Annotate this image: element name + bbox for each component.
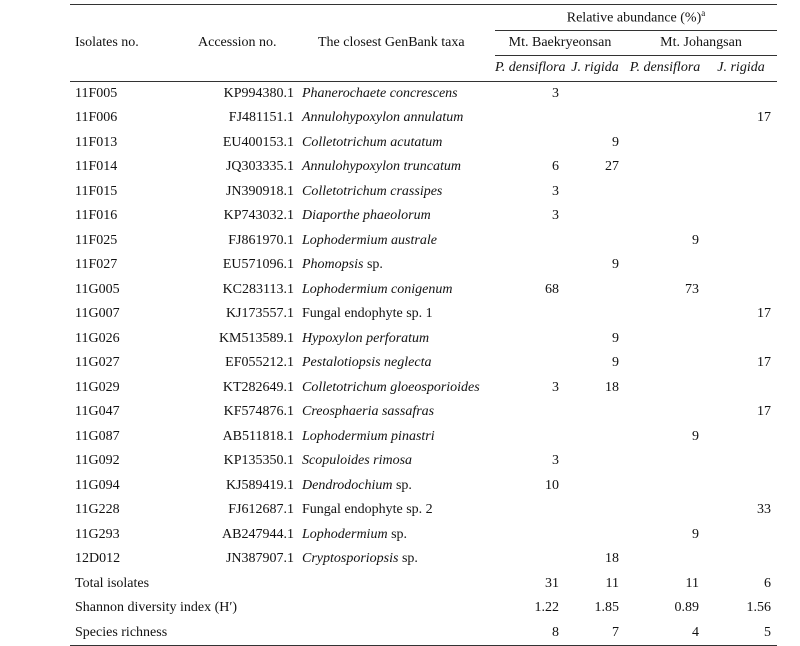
accession-cell: KT282649.1 <box>222 379 294 395</box>
joh-pd-cell <box>625 351 705 376</box>
baek-jr-cell <box>565 229 625 254</box>
joh-pd-cell: 73 <box>685 281 699 297</box>
joh-jr-cell <box>705 449 777 474</box>
baek-pd-cell <box>495 547 565 572</box>
taxa-cell: Colletotrichum acutatum <box>302 134 443 150</box>
baek-pd-cell: 3 <box>552 453 559 469</box>
baek-pd-cell <box>495 400 565 425</box>
baek-pd-cell <box>495 351 565 376</box>
accession-cell: EU400153.1 <box>222 134 294 150</box>
taxa-genus: Dendrodochium <box>302 477 393 493</box>
joh-pd-cell <box>625 155 705 180</box>
table-row <box>70 106 777 131</box>
isolate-cell: 11F016 <box>75 208 118 224</box>
table-row <box>70 229 777 254</box>
joh-jr-cell <box>705 327 777 352</box>
summary-label: Total isolates <box>75 575 150 591</box>
joh-pd-cell <box>625 547 705 572</box>
summary-label: Shannon diversity index (H′) <box>75 600 238 616</box>
taxa-genus: Lophodermium <box>302 526 388 542</box>
taxa-cell: Annulohypoxylon annulatum <box>302 110 464 126</box>
taxa-genus: Phomopsis <box>302 257 364 273</box>
host-heading-4: J. rigida <box>705 56 777 82</box>
joh-pd-cell <box>625 327 705 352</box>
baek-pd-cell: 3 <box>552 85 559 101</box>
isolate-cell: 11G228 <box>75 502 120 518</box>
joh-pd-cell <box>625 106 705 131</box>
accession-cell: KM513589.1 <box>218 330 294 346</box>
baek-pd-cell <box>495 106 565 131</box>
isolate-cell: 11G293 <box>75 526 120 542</box>
joh-jr-cell: 17 <box>757 110 771 126</box>
joh-jr-cell <box>705 131 777 156</box>
joh-jr-cell <box>705 180 777 205</box>
baek-pd-cell: 8 <box>495 621 565 646</box>
header-row-top <box>70 5 777 31</box>
host-heading-2: J. rigida <box>565 56 625 82</box>
baek-jr-cell: 11 <box>605 575 619 591</box>
baek-pd-cell <box>495 229 565 254</box>
taxa-cell <box>298 474 495 499</box>
isolate-cell: 11F025 <box>75 232 118 248</box>
abundance-table-container <box>70 4 777 646</box>
joh-jr-cell: 1.56 <box>746 600 771 616</box>
isolate-cell: 11G087 <box>75 428 120 444</box>
baek-pd-cell: 6 <box>552 159 559 175</box>
joh-pd-cell <box>625 400 705 425</box>
joh-jr-cell <box>705 523 777 548</box>
taxa-cell: Lophodermium pinastri <box>302 428 435 444</box>
baek-pd-cell: 3 <box>552 379 559 395</box>
joh-jr-cell <box>705 204 777 229</box>
isolate-cell: 11F006 <box>75 110 118 126</box>
taxa-suffix: sp. <box>392 477 412 493</box>
taxa-cell: Fungal endophyte sp. 1 <box>302 306 433 322</box>
table-row <box>70 81 777 106</box>
joh-pd-cell: 4 <box>625 621 705 646</box>
joh-jr-cell <box>705 547 777 572</box>
baek-jr-cell <box>565 474 625 499</box>
summary-row <box>70 621 777 646</box>
taxa-suffix: sp. <box>398 551 418 567</box>
taxa-cell: Hypoxylon perforatum <box>302 330 430 346</box>
taxa-cell: Annulohypoxylon truncatum <box>302 159 462 175</box>
table-body <box>70 81 777 646</box>
host-heading-3: P. densiflora <box>625 56 705 82</box>
baek-pd-cell <box>495 253 565 278</box>
accession-cell: KJ173557.1 <box>225 306 294 322</box>
isolate-cell: 11F027 <box>75 257 118 273</box>
joh-pd-cell <box>625 81 705 106</box>
baek-pd-cell <box>495 523 565 548</box>
baek-pd-cell: 31 <box>545 575 559 591</box>
table-row <box>70 474 777 499</box>
baek-jr-cell: 1.85 <box>594 600 619 616</box>
baek-pd-cell <box>495 131 565 156</box>
joh-jr-cell: 6 <box>764 575 771 591</box>
taxa-cell: Colletotrichum crassipes <box>302 183 443 199</box>
baek-jr-cell <box>565 449 625 474</box>
accession-cell: FJ481151.1 <box>228 110 294 126</box>
baek-pd-cell <box>495 302 565 327</box>
joh-jr-cell: 17 <box>757 404 771 420</box>
baek-pd-cell: 10 <box>545 477 559 493</box>
joh-pd-cell: 9 <box>692 526 699 542</box>
taxa-cell: Colletotrichum gloeosporioides <box>302 379 480 395</box>
joh-pd-cell <box>625 376 705 401</box>
baek-jr-cell: 18 <box>605 379 619 395</box>
baek-jr-cell: 9 <box>612 257 619 273</box>
baek-jr-cell: 9 <box>612 355 619 371</box>
taxa-cell: Lophodermium australe <box>302 232 437 248</box>
joh-jr-cell: 33 <box>757 502 771 518</box>
relative-abundance-label: Relative abundance (%) <box>566 10 702 26</box>
summary-row <box>70 572 777 597</box>
table-row <box>70 278 777 303</box>
accession-cell: KJ589419.1 <box>225 477 294 493</box>
accession-cell: AB247944.1 <box>222 526 294 542</box>
footnote-marker: a <box>701 7 706 18</box>
isolates-no-heading: Isolates no. <box>75 34 139 50</box>
baek-pd-cell <box>495 327 565 352</box>
summary-label: Species richness <box>70 621 495 646</box>
summary-row <box>70 596 777 621</box>
joh-pd-cell: 0.89 <box>674 600 699 616</box>
table-row <box>70 351 777 376</box>
accession-cell: EU571096.1 <box>222 257 294 273</box>
accession-cell: KP994380.1 <box>223 85 294 101</box>
joh-jr-cell <box>705 81 777 106</box>
baek-jr-cell <box>565 204 625 229</box>
baek-jr-cell <box>565 498 625 523</box>
baek-jr-cell: 7 <box>565 621 625 646</box>
isolate-cell: 11G027 <box>75 355 120 371</box>
accession-cell: JN387907.1 <box>225 551 294 567</box>
taxa-cell: Fungal endophyte sp. 2 <box>302 502 433 518</box>
joh-jr-cell <box>705 278 777 303</box>
site1-heading: Mt. Baekryeonsan <box>495 30 625 56</box>
baek-jr-cell <box>565 400 625 425</box>
joh-pd-cell: 9 <box>692 232 699 248</box>
accession-no-heading: Accession no. <box>198 34 277 50</box>
relative-abundance-table <box>70 4 777 646</box>
baek-jr-cell: 9 <box>612 134 619 150</box>
host-heading-1: P. densiflora <box>495 56 565 82</box>
table-row <box>70 302 777 327</box>
table-row <box>70 131 777 156</box>
isolate-cell: 11G005 <box>75 281 120 297</box>
table-row <box>70 253 777 278</box>
joh-jr-cell <box>705 229 777 254</box>
accession-cell: AB511818.1 <box>222 428 294 444</box>
accession-cell: JN390918.1 <box>225 183 294 199</box>
joh-pd-cell: 9 <box>692 428 699 444</box>
taxa-cell: Diaporthe phaeolorum <box>302 208 431 224</box>
baek-jr-cell <box>565 180 625 205</box>
baek-pd-cell: 68 <box>545 281 559 297</box>
taxa-cell: Scopuloides rimosa <box>302 453 413 469</box>
isolate-cell: 11F014 <box>75 159 118 175</box>
accession-cell: KP743032.1 <box>223 208 294 224</box>
taxa-cell: Lophodermium conigenum <box>302 281 453 297</box>
accession-cell: JQ303335.1 <box>225 159 294 175</box>
taxa-cell <box>298 523 495 548</box>
baek-jr-cell: 27 <box>605 159 619 175</box>
accession-cell: KC283113.1 <box>222 281 294 297</box>
joh-pd-cell <box>625 498 705 523</box>
isolate-cell: 11G026 <box>75 330 120 346</box>
joh-pd-cell: 11 <box>685 575 699 591</box>
joh-jr-cell <box>705 376 777 401</box>
closest-taxa-heading: The closest GenBank taxa <box>318 34 465 50</box>
taxa-suffix: sp. <box>363 257 383 273</box>
isolate-cell: 11G047 <box>75 404 120 420</box>
isolate-cell: 11F015 <box>75 183 118 199</box>
header-row-mid <box>70 30 777 56</box>
joh-jr-cell <box>705 425 777 450</box>
taxa-cell <box>298 253 495 278</box>
isolate-cell: 11G029 <box>75 379 120 395</box>
header-row-hosts <box>70 56 777 82</box>
table-row <box>70 376 777 401</box>
table-row <box>70 155 777 180</box>
table-row <box>70 523 777 548</box>
baek-pd-cell <box>495 498 565 523</box>
joh-pd-cell <box>625 449 705 474</box>
table-row <box>70 498 777 523</box>
isolate-cell: 11F013 <box>75 134 118 150</box>
accession-cell: FJ861970.1 <box>228 232 294 248</box>
table-header <box>70 5 777 82</box>
joh-pd-cell <box>625 474 705 499</box>
accession-cell: FJ612687.1 <box>228 502 294 518</box>
joh-jr-cell <box>705 253 777 278</box>
table-row <box>70 449 777 474</box>
joh-pd-cell <box>625 131 705 156</box>
joh-pd-cell <box>625 204 705 229</box>
baek-jr-cell: 18 <box>605 551 619 567</box>
table-row <box>70 327 777 352</box>
baek-jr-cell <box>565 302 625 327</box>
site2-heading: Mt. Johangsan <box>625 30 777 56</box>
accession-cell: KF574876.1 <box>223 404 294 420</box>
joh-jr-cell: 5 <box>705 621 777 646</box>
joh-jr-cell <box>705 474 777 499</box>
taxa-cell <box>298 547 495 572</box>
baek-jr-cell <box>565 106 625 131</box>
baek-jr-cell <box>565 523 625 548</box>
joh-jr-cell <box>705 155 777 180</box>
joh-pd-cell <box>625 180 705 205</box>
joh-jr-cell: 17 <box>757 306 771 322</box>
joh-pd-cell <box>625 302 705 327</box>
isolate-cell: 11G092 <box>75 453 120 469</box>
table-row <box>70 180 777 205</box>
baek-jr-cell <box>565 425 625 450</box>
baek-jr-cell: 9 <box>612 330 619 346</box>
accession-cell: EF055212.1 <box>225 355 294 371</box>
baek-pd-cell: 3 <box>552 183 559 199</box>
relative-abundance-heading <box>495 5 777 31</box>
table-row <box>70 425 777 450</box>
taxa-cell: Pestalotiopsis neglecta <box>302 355 432 371</box>
isolate-cell: 11G094 <box>75 477 120 493</box>
baek-pd-cell: 1.22 <box>534 600 559 616</box>
baek-jr-cell <box>565 278 625 303</box>
baek-pd-cell <box>495 425 565 450</box>
taxa-genus: Cryptosporiopsis <box>302 551 399 567</box>
table-row <box>70 400 777 425</box>
table-row <box>70 547 777 572</box>
isolate-cell: 11G007 <box>75 306 120 322</box>
baek-jr-cell <box>565 81 625 106</box>
joh-jr-cell: 17 <box>757 355 771 371</box>
accession-cell: KP135350.1 <box>223 453 294 469</box>
isolate-cell: 11F005 <box>75 85 118 101</box>
joh-pd-cell <box>625 253 705 278</box>
taxa-cell: Phanerochaete concrescens <box>302 85 458 101</box>
baek-pd-cell: 3 <box>552 208 559 224</box>
table-row <box>70 204 777 229</box>
taxa-suffix: sp. <box>387 526 408 542</box>
isolate-cell: 12D012 <box>75 551 121 567</box>
taxa-cell: Creosphaeria sassafras <box>302 404 435 420</box>
